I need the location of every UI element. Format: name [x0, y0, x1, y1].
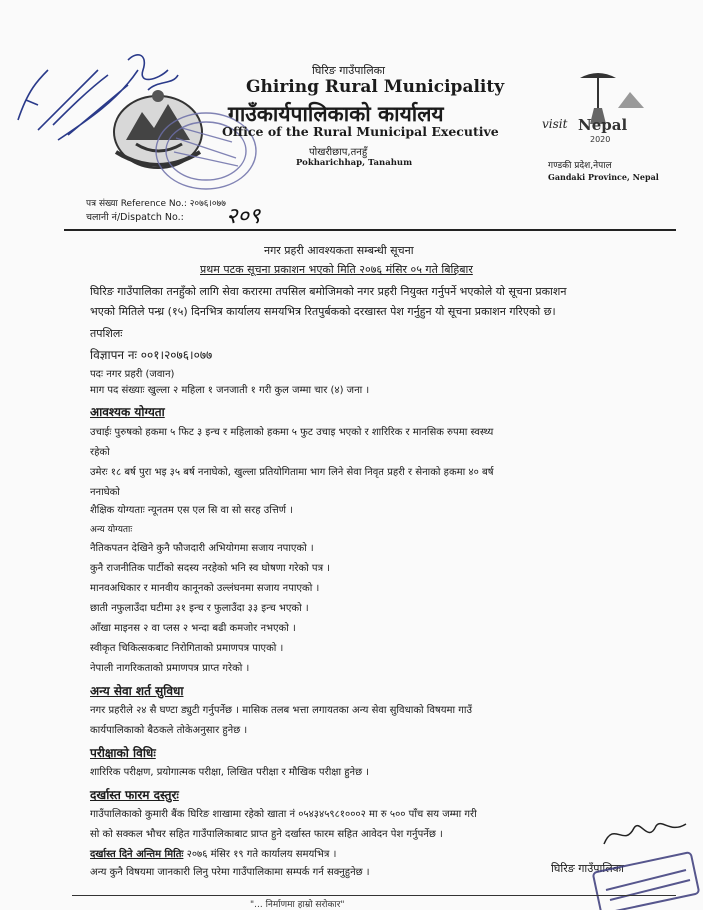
officer-seal	[590, 848, 700, 910]
other-qual-item: नैतिकपतन देखिने कुनै फौजदारी अभियोगमा सजाय नपाएको ।	[90, 543, 314, 554]
other-qual-item: आँखा माइनस २ वा प्लस २ भन्दा बढी कमजोर नभएको ।	[90, 623, 296, 634]
intro-line-1: घिरिङ गाउँपालिका तनहुँको लागि सेवा करारमा तपसिल बमोजिमको नगर प्रहरी नियुक्त गर्नुपर्ने भएकोले यो सूचना प्रकाशन	[90, 285, 567, 298]
exam-heading: परीक्षाको विधिः	[90, 746, 156, 760]
post-line: पदः नगर प्रहरी (जवान)	[90, 369, 175, 380]
intro-line-2: भएको मितिले पन्ध्र (१५) दिनभित्र कार्यालय समयभित्र रितपुर्बकको दरखास्त पेश गर्नुहुन यो सूचना प्रकाशन गरिएको छ।	[90, 305, 556, 318]
age-line-1: उमेरः १८ बर्ष पुरा भइ ३५ बर्ष ननाघेको, खुल्ला प्रतियोगितामा भाग लिने सेवा निवृत प्रहरी र सेनाको हकमा ४० बर्ष	[90, 467, 494, 478]
footer-slogan: "... निर्माणमा हाम्रो सरोकार"	[250, 900, 345, 910]
dispatch-label: चलानी नं/Dispatch No.:	[86, 212, 184, 223]
qualification-heading: आवश्यक योग्यता	[90, 405, 165, 419]
fee-line-2: सो को सक्कल भौचर सहित गाउँपालिकाबाट प्राप्त हुने दर्खास्त फारम सहित आवेदन पेश गर्नुपर्नेछ ।	[90, 829, 443, 840]
demand-line: माग पद संख्याः खुल्ला २ महिला १ जनजाती १ गरी कुल जम्मा चार (४) जना ।	[90, 385, 370, 396]
dispatch-number-handwritten: २०९	[226, 204, 261, 229]
other-qual-item: स्वीकृत चिकित्सकबाट निरोगिताको प्रमाणपत्र पाएको ।	[90, 643, 284, 654]
deadline-label: दर्खास्त दिने अन्तिम मितिः	[90, 849, 184, 860]
reference-value: २०७६।०७७	[189, 199, 226, 209]
notice-subtitle: प्रथम पटक सूचना प्रकाशन भएको मिति २०७६ मंसिर ०५ गते बिहिबार	[200, 263, 473, 276]
header-en-municipality: Ghiring Rural Municipality	[246, 77, 505, 97]
header-en-address: Pokharichhap, Tanahum	[296, 158, 413, 168]
service-line-1: नगर प्रहरीले २४ सै घण्टा ड्युटी गर्नुपर्नेछ । मासिक तलब भत्ता लगायतका अन्य सेवा सुविधाको विषयमा गाउँ	[90, 705, 472, 716]
notice-title: नगर प्रहरी आवश्यकता सम्बन्धी सूचना	[264, 244, 414, 257]
deadline-value: २०७६ मंसिर १९ गते कार्यालय समयभित्र ।	[186, 849, 337, 860]
other-qual-item: छाती नफुलाउँदा घटीमा ३१ इन्च र फुलाउँदा ३३ इन्च भएको ।	[90, 603, 309, 614]
other-qual-item: नेपाली नागरिकताको प्रमाणपत्र प्राप्त गरेको ।	[90, 663, 250, 674]
header-en-office: Office of the Rural Municipal Executive	[222, 124, 499, 139]
province-en: Gandaki Province, Nepal	[548, 172, 659, 182]
header-np-office: गाउँकार्यपालिकाको कार्यालय	[228, 102, 444, 126]
advert-value: ००१।२०७६।०७७	[140, 348, 213, 362]
header-divider	[64, 229, 676, 231]
education-line: शैक्षिक योग्यताः न्यूनतम एस एल सि वा सो सरह उत्तिर्ण ।	[90, 505, 293, 516]
advert-line	[90, 346, 212, 363]
fee-heading: दर्खास्त फारम दस्तुरः	[90, 788, 179, 802]
signature-office-text: घिरिङ गाउँपालिका	[551, 862, 624, 875]
other-qual-label: अन्य योग्यताः	[90, 525, 133, 535]
visit-nepal-logo	[540, 68, 666, 148]
tapasil-label: तपशिलः	[90, 327, 123, 340]
height-line-1: उचाईः पुरुषको हकमा ५ फिट ३ इन्च र महिलाको हकमा ५ फुट उचाइ भएको र शारिरिक र मानसिक रुपमा स्वस्थ्य	[90, 427, 494, 438]
province-np: गण्डकी प्रदेश,नेपाल	[548, 161, 612, 171]
service-heading: अन्य सेवा शर्त सुविधा	[90, 684, 184, 698]
svg-text:Nepal: Nepal	[578, 116, 628, 134]
reference-label: पत्र संख्या Reference No.:	[86, 199, 187, 209]
header-np-address: पोखरीछाप,तनहुँ	[309, 147, 368, 158]
other-qual-item: मानवअधिकार र मानवीय कानूनको उल्लंघनमा सजाय नपाएको ।	[90, 583, 320, 594]
height-line-2: रहेको	[90, 447, 110, 458]
contact-line: अन्य कुनै विषयमा जानकारी लिनु परेमा गाउँपालिकामा सम्पर्क गर्न सक्नुहुनेछ ।	[90, 867, 370, 878]
reference-line	[86, 196, 226, 209]
age-line-2: ननाघेको	[90, 487, 120, 498]
service-line-2: कार्यपालिकाको बैठकले तोकेअनुसार हुनेछ ।	[90, 725, 248, 736]
footer-divider	[72, 895, 676, 896]
svg-text:2020: 2020	[590, 135, 611, 144]
exam-text: शारिरिक परीक्षण, प्रयोगात्मक परीक्षा, लिखित परीक्षा र मौखिक परीक्षा हुनेछ ।	[90, 767, 370, 778]
other-qual-item: कुनै राजनीतिक पार्टीको सदस्य नरहेको भनि स्व घोषणा गरेको पत्र ।	[90, 563, 331, 574]
deadline-line	[90, 846, 336, 860]
advert-label: विज्ञापन नः	[90, 348, 137, 362]
header-np-municipality: घिरिङ गाउँपालिका	[312, 64, 385, 77]
svg-text:visit: visit	[542, 117, 568, 131]
fee-line-1: गाउँपालिकाको कुमारी बैंक घिरिङ शाखामा रहेको खाता नं ०५४३४५९८१०००२ मा रु ५०० पाँच सय जम्मा गरी	[90, 809, 477, 820]
